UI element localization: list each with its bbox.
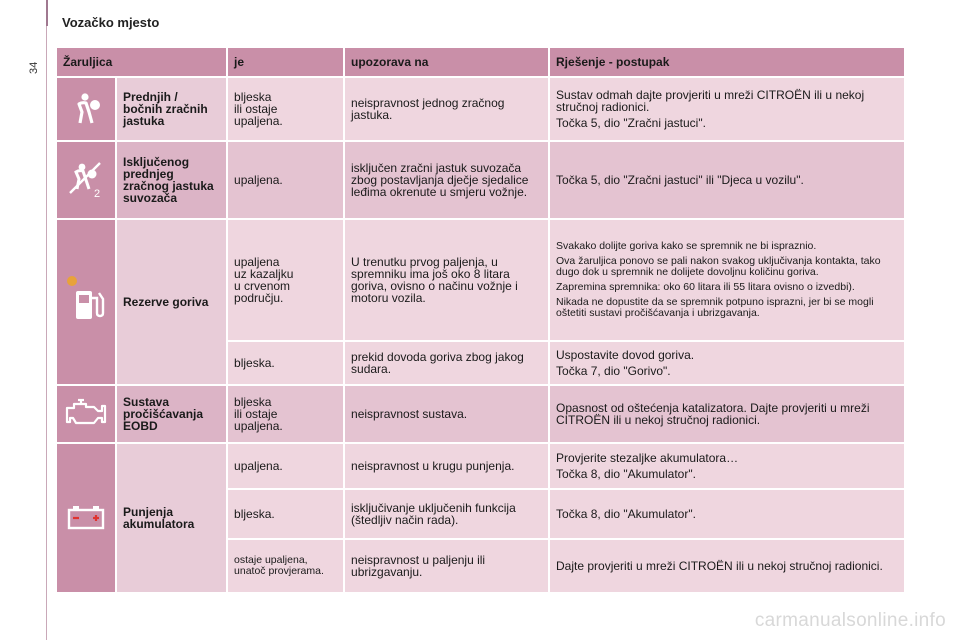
lamp-name: Sustava pročišćavanja EOBD bbox=[117, 386, 228, 442]
lamp-solution bbox=[550, 444, 904, 488]
lamp-warning: prekid dovoda goriva zbog jakog sudara. bbox=[345, 342, 550, 384]
airbag-person-icon bbox=[68, 90, 104, 126]
page-title: Vozačko mjesto bbox=[62, 15, 160, 30]
solution-text: Nikada ne dopustite da se spremnik potpuno isprazni, jer bi se mogli oštetiti sustavi pročišćavanja i ubrizgavanja. bbox=[556, 296, 874, 319]
icon-cell bbox=[57, 444, 117, 592]
lamp-solution bbox=[550, 540, 904, 592]
table-row bbox=[57, 444, 904, 488]
header-lamp: Žaruljica bbox=[57, 48, 228, 76]
solution-text: Opasnost od oštećenja katalizatora. Dajte provjeriti u mreži CITROËN ili u nekoj stručnoj radionici. bbox=[556, 401, 870, 427]
lamp-warning: neispravnost jednog zračnog jastuka. bbox=[345, 78, 550, 140]
lamp-state: bljeska. bbox=[228, 342, 345, 384]
lamp-solution bbox=[550, 142, 904, 218]
icon-cell bbox=[57, 220, 117, 384]
lamp-warning: neispravnost u krugu punjenja. bbox=[345, 444, 550, 488]
svg-text:2: 2 bbox=[94, 188, 101, 199]
lamp-name: Punjenja akumulatora bbox=[117, 444, 228, 592]
warning-lights-table bbox=[57, 46, 904, 594]
solution-text: Točka 7, dio "Gorivo". bbox=[556, 364, 671, 378]
table-row bbox=[57, 220, 904, 340]
solution-text: Dajte provjeriti u mreži CITROËN ili u nekoj stručnoj radionici. bbox=[556, 559, 883, 573]
fuel-pump-icon bbox=[63, 271, 109, 331]
solution-text: Točka 8, dio "Akumulator". bbox=[556, 467, 696, 481]
lamp-solution bbox=[550, 220, 904, 340]
lamp-warning: neispravnost u paljenju ili ubrizgavanju. bbox=[345, 540, 550, 592]
table-row bbox=[57, 142, 904, 218]
solution-text: Točka 5, dio "Zračni jastuci" ili "Djeca u vozilu". bbox=[556, 173, 804, 187]
fuel-indicator-dot bbox=[67, 276, 77, 286]
lamp-warning: U trenutku prvog paljenja, u spremniku ima još oko 8 litara goriva, ovisno o načinu vožnje i motoru vozila. bbox=[345, 220, 550, 340]
lamp-solution bbox=[550, 490, 904, 538]
icon-cell bbox=[57, 78, 117, 140]
solution-text: Svakako dolijte goriva kako se spremnik ne bi ispraznio. bbox=[556, 240, 817, 252]
solution-text: Provjerite stezaljke akumulatora… bbox=[556, 451, 739, 465]
header-state: je bbox=[228, 48, 345, 76]
header-warning: upozorava na bbox=[345, 48, 550, 76]
icon-cell bbox=[57, 142, 117, 218]
table-row bbox=[57, 78, 904, 140]
solution-text: Sustav odmah dajte provjeriti u mreži CITROËN ili u nekoj stručnoj radionici. bbox=[556, 88, 865, 114]
lamp-state: ostaje upaljena, unatoč provjerama. bbox=[228, 540, 345, 592]
airbag-off-icon bbox=[66, 159, 106, 199]
battery-icon bbox=[66, 503, 106, 531]
lamp-name: Rezerve goriva bbox=[117, 220, 228, 384]
header-solution: Rješenje - postupak bbox=[550, 48, 904, 76]
page-side-rule bbox=[46, 0, 47, 640]
lamp-warning: isključen zračni jastuk suvozača zbog postavljanja dječje sjedalice leđima okrenute u smjeru vožnje. bbox=[345, 142, 550, 218]
page-number: 34 bbox=[28, 61, 40, 74]
lamp-name: Prednjih / bočnih zračnih jastuka bbox=[117, 78, 228, 140]
lamp-solution bbox=[550, 342, 904, 384]
solution-text: Točka 8, dio "Akumulator". bbox=[556, 507, 696, 521]
lamp-warning: neispravnost sustava. bbox=[345, 386, 550, 442]
engine-icon bbox=[64, 398, 108, 428]
solution-text: Zapremina spremnika: oko 60 litara ili 55 litara ovisno o izvedbi). bbox=[556, 281, 855, 293]
lamp-state: upaljena uz kazaljku u crvenom području. bbox=[228, 220, 345, 340]
lamp-state: upaljena. bbox=[228, 444, 345, 488]
watermark: carmanualsonline.info bbox=[754, 610, 946, 631]
table-header-row bbox=[57, 48, 904, 76]
lamp-state: upaljena. bbox=[228, 142, 345, 218]
table-row bbox=[57, 386, 904, 442]
lamp-state: bljeska ili ostaje upaljena. bbox=[228, 386, 345, 442]
lamp-solution bbox=[550, 78, 904, 140]
lamp-solution bbox=[550, 386, 904, 442]
lamp-state: bljeska ili ostaje upaljena. bbox=[228, 78, 345, 140]
page-side-rule-accent bbox=[46, 0, 48, 26]
solution-text: Točka 5, dio "Zračni jastuci". bbox=[556, 116, 706, 130]
solution-text: Uspostavite dovod goriva. bbox=[556, 348, 695, 362]
lamp-name: Isključenog prednjeg zračnog jastuka suvozača bbox=[117, 142, 228, 218]
icon-cell bbox=[57, 386, 117, 442]
lamp-warning: isključivanje uključenih funkcija (štedljiv način rada). bbox=[345, 490, 550, 538]
solution-text: Ova žaruljica ponovo se pali nakon svakog uključivanja kontakta, tako dugo dok u spremnik ne dolijete dovoljnu količinu goriva. bbox=[556, 255, 881, 278]
lamp-state: bljeska. bbox=[228, 490, 345, 538]
